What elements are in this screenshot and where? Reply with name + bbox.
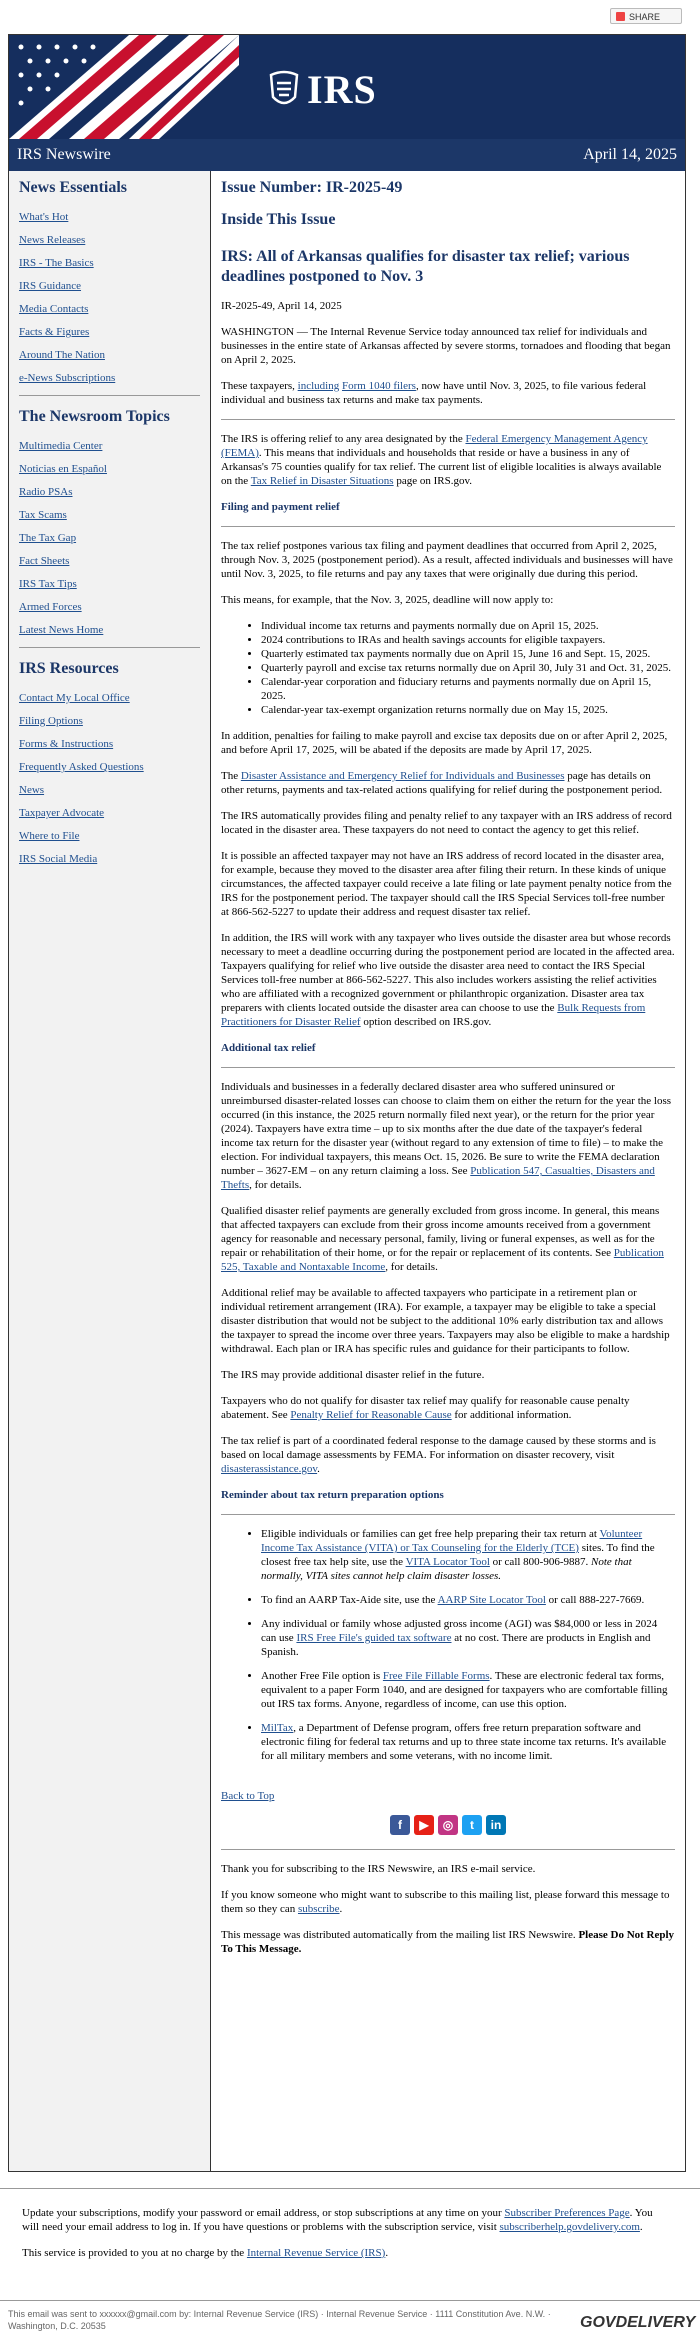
paragraph: The tax relief postpones various tax filing and payment deadlines that occurred from April 2, 2025, through Nov. 3, 2025 (postponement period). As a result, affected individuals and businesses will have until Nov. 3, 2025, to file returns and pay any taxes that were originally due during this period. — [221, 540, 673, 580]
sidebar-item-tax-scams[interactable]: Tax Scams — [19, 509, 67, 521]
list-item: • Quarterly payroll and excise tax returns normally due on April 30, July 31 and Oct. 31, 2025. — [261, 661, 675, 675]
footer — [22, 2206, 672, 2272]
miltax-link[interactable]: MilTax — [261, 1722, 294, 1734]
sidebar-item-what-s-hot[interactable]: What's Hot — [19, 211, 69, 223]
sidebar-item-noticias-en-espa-ol[interactable]: Noticias en Español — [19, 463, 107, 475]
instagram-icon[interactable]: ◎ — [438, 1815, 458, 1835]
divider — [221, 526, 675, 527]
footer-divider — [0, 2300, 700, 2301]
sidebar-item-fact-sheets[interactable]: Fact Sheets — [19, 555, 70, 567]
sidebar-item-around-the-nation[interactable]: Around The Nation — [19, 349, 105, 361]
paragraph: WASHINGTON — The Internal Revenue Service today announced tax relief for individuals and businesses in the entire state of Arkansas affected by severe storms, tornadoes and flooding that began on April 2, 2025. — [221, 326, 671, 366]
footer-paragraph: Update your subscriptions, modify your password or email address, or stop subscriptions at any time on your Subscriber Preferences Page. You will need your email address to log in. If you have questions or problems with the subscription service, visit subscriberhelp.govdelivery.com. — [22, 2207, 653, 2233]
section-heading: Filing and payment relief — [221, 501, 340, 513]
header-banner — [9, 35, 685, 139]
list-item: • Another Free File option is Free File Fillable Forms. These are electronic federal tax forms, equivalent to a paper Form 1040, and are designed for taxpayers who are comfortable filling out IRS tax forms. Anyone, regardless of income, can use this option. — [261, 1669, 675, 1711]
disasterassistance-link[interactable]: disasterassistance.gov — [221, 1463, 318, 1475]
sidebar-heading-essentials: News Essentials — [19, 179, 128, 196]
sidebar-item-irs-social-media[interactable]: IRS Social Media — [19, 853, 98, 865]
paragraph: This message was distributed automatically from the mailing list IRS Newswire. Please Do Not Reply To This Message. — [221, 1929, 675, 1955]
sidebar-item-facts-figures[interactable]: Facts & Figures — [19, 326, 90, 338]
sidebar-item-the-tax-gap[interactable]: The Tax Gap — [19, 532, 77, 544]
back-to-top-link[interactable]: Back to Top — [221, 1790, 275, 1802]
sidebar-item-armed-forces[interactable]: Armed Forces — [19, 601, 82, 613]
tax-relief-disaster-link[interactable]: Tax Relief in Disaster Situations — [250, 475, 394, 487]
paragraph: If you know someone who might want to subscribe to this mailing list, please forward this message to them so they can subscribe. — [221, 1889, 670, 1915]
list-item: • Calendar-year corporation and fiduciary returns and payments normally due on April 15, 2025. — [261, 675, 675, 703]
options-list — [221, 1527, 675, 1763]
issue-number: Issue Number: IR-2025-49 — [221, 179, 403, 196]
sidebar-item-latest-news-home[interactable]: Latest News Home — [19, 624, 104, 636]
footer-paragraph: This service is provided to you at no charge by the Internal Revenue Service (IRS). — [22, 2247, 389, 2259]
divider — [221, 1514, 675, 1515]
list-item: • Calendar-year tax-exempt organization returns normally due on May 15, 2025. — [261, 703, 675, 717]
form-1040-link[interactable]: Form 1040 filers — [341, 380, 416, 392]
vita-tce-link[interactable]: Volunteer Income Tax Assistance (VITA) or Tax Counseling for the Elderly (TCE) — [261, 1528, 643, 1554]
paragraph: The IRS automatically provides filing and penalty relief to any taxpayer with an IRS address of record located in the disaster area. These taxpayers do not need to contact the agency to get this relief. — [221, 810, 672, 836]
subscriber-help-link[interactable]: subscriberhelp.govdelivery.com — [499, 2221, 640, 2233]
sidebar-item-radio-psas[interactable]: Radio PSAs — [19, 486, 73, 498]
list-item: • To find an AARP Tax-Aide site, use the AARP Site Locator Tool or call 888-227-7669. — [261, 1593, 675, 1607]
sidebar-item-where-to-file[interactable]: Where to File — [19, 830, 80, 842]
newsletter-container — [8, 34, 686, 2172]
list-item: • Quarterly estimated tax payments normally due on April 15, June 16 and Sept. 15, 2025. — [261, 647, 675, 661]
twitter-icon[interactable]: t — [462, 1815, 482, 1835]
sidebar-item-forms-instructions[interactable]: Forms & Instructions — [19, 738, 114, 750]
section-heading: Additional tax relief — [221, 1042, 316, 1054]
newswire-bar — [9, 139, 685, 171]
list-item: • Eligible individuals or families can get free help preparing their tax return at Volunteer Income Tax Assistance (VITA) or Tax Counseling for the Elderly (TCE) sites. To find the closest free tax help site, use the VITA Locator Tool or call 800-906-9887. Note that normally, VITA sites cannot help claim disaster losses. — [261, 1527, 675, 1583]
linkedin-icon[interactable]: in — [486, 1815, 506, 1835]
sidebar-heading-resources: IRS Resources — [19, 660, 119, 677]
sidebar-heading-newsroom: The Newsroom Topics — [19, 408, 170, 425]
issue-date: April 14, 2025 — [583, 146, 677, 163]
paragraph: The tax relief is part of a coordinated federal response to the damage caused by these storms and is based on local damage assessments by FEMA. For information on disaster recovery, visit disasterassistance.gov. — [221, 1435, 656, 1475]
free-file-link[interactable]: IRS Free File's guided tax software — [296, 1632, 452, 1644]
paragraph: In addition, the IRS will work with any taxpayer who lives outside the disaster area but whose records necessary to meet a deadline occurring during the postponement period are located in the affected area. Taxpayers qualifying for relief who live outside the disaster area need to contact the IRS Special Services toll-free number at 866-562-5227. This also includes workers assisting the relief activities who are affiliated with a recognized government or philanthropic organization. Disaster area tax preparers with clients located outside the disaster area can choose to use the Bulk Requests from Practitioners for Disaster Relief option described on IRS.gov. — [221, 932, 675, 1028]
list-item: • 2024 contributions to IRAs and health savings accounts for eligible taxpayers. — [261, 633, 675, 647]
footer-divider — [0, 2188, 700, 2189]
youtube-icon[interactable]: ▶ — [414, 1815, 434, 1835]
sidebar-item-news[interactable]: News — [19, 784, 45, 796]
sidebar-item-irs-the-basics[interactable]: IRS - The Basics — [19, 257, 94, 269]
deadline-list — [221, 619, 675, 717]
sidebar-divider — [19, 647, 200, 648]
govdelivery-logo: GOVDELIVERY — [580, 2314, 696, 2331]
paragraph: Additional relief may be available to affected taxpayers who participate in a retirement plan or individual retirement arrangement (IRA). For example, a taxpayer may be eligible to take a special disaster distribution that would not be subject to the additional 10% early distribution tax and allows the taxpayer to spread the income over three years. Taxpayers may also be eligible to make a hardship withdrawal. Each plan or IRA has specific rules and guidance for their participants to follow. — [221, 1287, 670, 1355]
newswire-label: IRS Newswire — [17, 146, 111, 163]
subscriber-preferences-link[interactable]: Subscriber Preferences Page — [504, 2207, 630, 2219]
irs-logo: IRS — [267, 69, 377, 111]
sidebar-item-e-news-subscriptions[interactable]: e-News Subscriptions — [19, 372, 116, 384]
sidebar-divider — [19, 395, 200, 396]
sidebar-item-taxpayer-advocate[interactable]: Taxpayer Advocate — [19, 807, 105, 819]
sidebar-item-irs-guidance[interactable]: IRS Guidance — [19, 280, 82, 292]
including-link[interactable]: including — [297, 380, 340, 392]
sidebar-item-media-contacts[interactable]: Media Contacts — [19, 303, 89, 315]
paragraph: Qualified disaster relief payments are generally excluded from gross income. In general, this means that affected taxpayers can exclude from their gross income amounts received from a government agency for reasonable and necessary personal, family, living or funeral expenses, as well as for the repair or rehabilitation of their home, or for the repair or replacement of its contents. See Publication 525, Taxable and Nontaxable Income, for details. — [221, 1205, 664, 1273]
article-title: IRS: All of Arkansas qualifies for disaster tax relief; various deadlines postponed to Nov. 3 — [221, 248, 630, 285]
fillable-forms-link[interactable]: Free File Fillable Forms — [382, 1670, 490, 1682]
list-item: • MilTax, a Department of Defense program, offers free return preparation software and electronic filing for federal tax returns and up to three state income tax returns. It's available for all military members and some veterans, with no income limit. — [261, 1721, 675, 1763]
penalty-relief-link[interactable]: Penalty Relief for Reasonable Cause — [290, 1409, 452, 1421]
share-button[interactable]: SHARE — [610, 8, 682, 24]
list-item: • Individual income tax returns and payments normally due on April 15, 2025. — [261, 619, 675, 633]
list-item: • Any individual or family whose adjusted gross income (AGI) was $84,000 or less in 2024 can use IRS Free File's guided tax software at no cost. There are products in English and Spanish. — [261, 1617, 675, 1659]
share-icon — [616, 12, 625, 21]
dateline: IR-2025-49, April 14, 2025 — [221, 300, 342, 312]
divider — [221, 1067, 675, 1068]
aarp-locator-link[interactable]: AARP Site Locator Tool — [437, 1594, 546, 1606]
sender-info: This email was sent to xxxxxx@gmail.com by: Internal Revenue Service (IRS) · Internal Revenue Service · 1111 Constitution Ave. N.W. · Washington, D.C. 20535 — [8, 2309, 551, 2331]
disaster-assistance-link[interactable]: Disaster Assistance and Emergency Relief for Individuals and Businesses — [240, 770, 565, 782]
divider — [221, 419, 675, 420]
paragraph: Individuals and businesses in a federally declared disaster area who suffered uninsured or unreimbursed disaster-related losses can choose to claim them on either the return for the year the loss occurred (in this instance, the 2025 return normally filed next year), or the return for the prior year (2024). Taxpayers have extra time – up to six months after the due date of the taxpayer's federal income tax return for the disaster year (without regard to any extension of time to file) – to make the election. For individual taxpayers, this means Oct. 15, 2026. Be sure to write the FEMA declaration number – 3627-EM – on any return claiming a loss. See Publication 547, Casualties, Disasters and Thefts, for details. — [221, 1081, 672, 1191]
main-content — [221, 175, 675, 1968]
divider — [221, 1849, 675, 1850]
subscribe-link[interactable]: subscribe — [297, 1903, 340, 1915]
paragraph: This means, for example, that the Nov. 3, 2025, deadline will now apply to: — [221, 594, 554, 606]
publication-547-link[interactable]: Publication 547, Casualties, Disasters and Thefts — [221, 1165, 655, 1191]
fema-link[interactable]: Federal Emergency Management Agency (FEMA) — [221, 433, 648, 459]
paragraph: The Disaster Assistance and Emergency Relief for Individuals and Businesses page has details on other returns, payments and tax-related actions qualifying for relief during the postponement period. — [221, 770, 663, 796]
paragraph: Taxpayers who do not qualify for disaster tax relief may qualify for reasonable cause penalty abatement. See Penalty Relief for Reasonable Cause for additional information. — [221, 1395, 630, 1421]
facebook-icon[interactable]: f — [390, 1815, 410, 1835]
vita-locator-link[interactable]: VITA Locator Tool — [405, 1556, 490, 1568]
sidebar-item-multimedia-center[interactable]: Multimedia Center — [19, 440, 103, 452]
paragraph: In addition, penalties for failing to make payroll and excise tax deposits due on or after April 2, 2025, and before April 17, 2025, will be abated if the deposits are made by April 17, 2025. — [221, 730, 668, 756]
section-heading: Reminder about tax return preparation options — [221, 1489, 444, 1501]
paragraph: The IRS may provide additional disaster relief in the future. — [221, 1369, 485, 1381]
flag-graphic — [9, 35, 239, 139]
inside-heading: Inside This Issue — [221, 211, 336, 228]
paragraph: Thank you for subscribing to the IRS Newswire, an IRS e-mail service. — [221, 1863, 536, 1875]
irs-link[interactable]: Internal Revenue Service (IRS) — [246, 2247, 386, 2259]
paragraph: It is possible an affected taxpayer may not have an IRS address of record located in the disaster area, for example, because they moved to the disaster area after filing their return. In these kinds of unique circumstances, the affected taxpayer could receive a late filing or late payment penalty notice from the IRS for the postponement period. The taxpayer should call the IRS Special Services toll-free number at 866-562-5227 to update their address and request disaster tax relief. — [221, 850, 672, 918]
bulk-requests-link[interactable]: Bulk Requests from Practitioners for Disaster Relief — [221, 1002, 646, 1028]
publication-525-link[interactable]: Publication 525, Taxable and Nontaxable Income — [221, 1247, 664, 1273]
sidebar-item-filing-options[interactable]: Filing Options — [19, 715, 83, 727]
paragraph: These taxpayers, including Form 1040 filers, now have until Nov. 3, 2025, to file various federal individual and business tax returns and make tax payments. — [221, 380, 647, 406]
sidebar-item-contact-my-local-office[interactable]: Contact My Local Office — [19, 692, 130, 704]
sidebar-item-frequently-asked-questions[interactable]: Frequently Asked Questions — [19, 761, 144, 773]
sidebar-item-news-releases[interactable]: News Releases — [19, 234, 86, 246]
social-links — [221, 1815, 675, 1835]
paragraph: The IRS is offering relief to any area designated by the Federal Emergency Management Agency (FEMA). This means that individuals and households that reside or have a business in any of Arkansas's 75 counties qualify for tax relief. The current list of eligible localities is always available on the Tax Relief in Disaster Situations page on IRS.gov. — [221, 433, 662, 487]
eagle-icon — [267, 69, 301, 109]
sidebar-item-irs-tax-tips[interactable]: IRS Tax Tips — [19, 578, 77, 590]
sidebar — [9, 171, 211, 2171]
